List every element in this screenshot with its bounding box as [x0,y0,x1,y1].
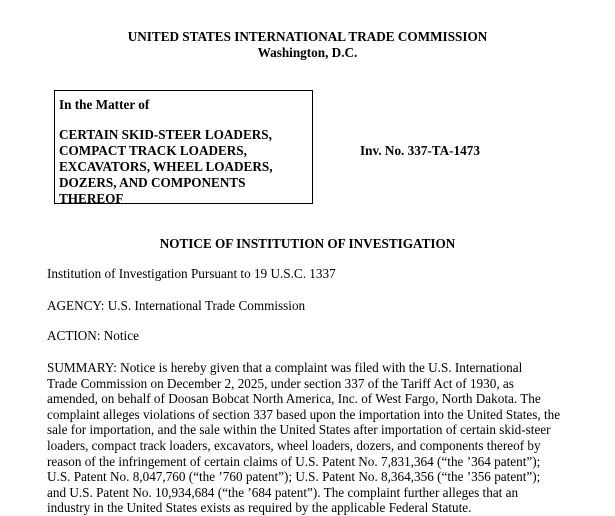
case-title [59,127,273,207]
summary-line: SUMMARY: Notice is hereby given that a complaint was filed with the U.S. International [47,360,523,375]
commission-location: Washington, D.C. [257,45,358,60]
summary-line: amended, on behalf of Doosan Bobcat North America, Inc. of West Fargo, North Dakota. The [47,391,541,407]
case-title-line: CERTAIN SKID-STEER LOADERS, [59,127,272,142]
summary-line: loaders, compact track loaders, excavators, wheel loaders, dozers, and components thereof by [47,437,541,453]
institution-line: Institution of Investigation Pursuant to 19 U.S.C. 1337 [47,266,336,281]
summary-paragraph [47,360,560,516]
case-title-line: COMPACT TRACK LOADERS, [59,143,247,158]
notice-title: NOTICE OF INSTITUTION OF INVESTIGATION [159,236,456,251]
investigation-number: Inv. No. 337-TA-1473 [360,143,480,158]
summary-line: industry in the United States exists as required by the applicable Federal Statute. [47,500,472,516]
summary-line: U.S. Patent No. 8,047,760 (“the ’760 patent”); U.S. Patent No. 8,364,356 (“the ’356 patent”); [47,469,541,485]
case-title-line: DOZERS, AND COMPONENTS [59,175,246,190]
summary-line: Trade Commission on December 2, 2025, under section 337 of the Tariff Act of 1930, as [47,375,514,391]
case-title-line: EXCAVATORS, WHEEL LOADERS, [59,159,273,174]
summary-line: and U.S. Patent No. 10,934,684 (“the ’684 patent”). The complaint further alleges that an [47,484,519,500]
matter-intro: In the Matter of [59,97,150,112]
commission-name: UNITED STATES INTERNATIONAL TRADE COMMISSION [127,29,488,44]
summary-line: reason of the infringement of certain claims of U.S. Patent No. 7,831,364 (“the ’364 patent”); [47,453,541,469]
case-title-line: THEREOF [59,191,124,206]
action-line: ACTION: Notice [47,328,139,343]
summary-line: complaint alleges violations of section 337 based upon the importation into the United States, the [47,406,561,422]
agency-line: AGENCY: U.S. International Trade Commission [47,298,306,313]
summary-line: sale for importation, and the sale within the United States after importation of certain skid-steer [47,422,551,438]
